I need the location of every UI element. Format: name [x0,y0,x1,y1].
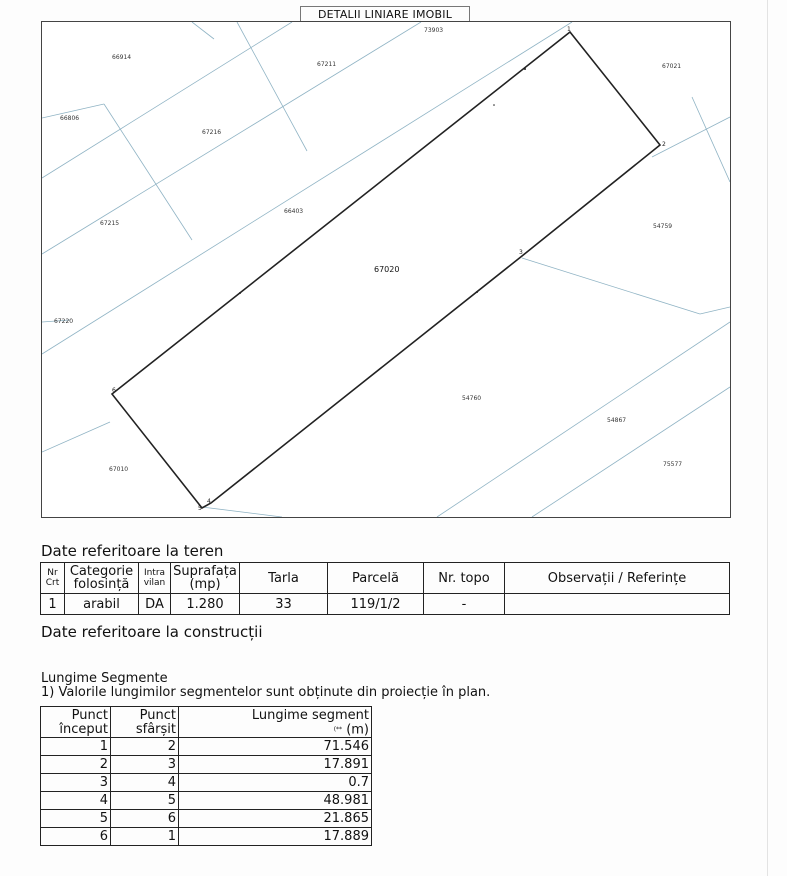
table-row [41,756,372,774]
vertex-label: 5 [198,505,202,512]
cell-length: 0.7 [179,774,372,792]
boundary-line [652,117,730,157]
vertex-label: 3 [519,249,523,256]
cell-parcela: 119/1/2 [328,594,424,615]
parcel-label: 67215 [100,220,120,227]
parcel-label: 54867 [607,417,627,424]
cell-topo: - [424,594,505,615]
teren-section-title: Date referitoare la teren [41,542,224,560]
cell-observatii [505,594,730,615]
boundary-line [522,258,700,314]
cell-end: 2 [111,738,179,756]
header-categorie: Categorie folosință [65,563,139,594]
parcel-label: 73903 [424,27,444,34]
table-row [41,738,372,756]
page-margin-line [767,0,768,876]
cell-intravilan: DA [139,594,171,615]
boundary-line [42,22,421,254]
parcel-label: 66403 [284,208,304,215]
header-nr-topo: Nr. topo [424,563,505,594]
cell-length: 71.546 [179,738,372,756]
vertex-label: 4 [207,498,211,505]
parcel-label: 75577 [663,461,683,468]
table-row [41,792,372,810]
header-parcela: Parcelă [328,563,424,594]
parcel-label: 67216 [202,129,222,136]
cell-end: 5 [111,792,179,810]
parcel-label: 67010 [109,466,129,473]
boundary-line [532,387,730,517]
cell-nr: 1 [41,594,65,615]
main-parcel-label: 67020 [374,265,400,274]
tick-mark [239,292,241,294]
table-row [41,810,372,828]
table-row [41,828,372,846]
cadastral-plan [41,21,731,518]
vertex-label: 2 [662,141,666,148]
parcel-label: 66806 [60,115,80,122]
cell-tarla: 33 [240,594,328,615]
teren-header-row [41,563,730,594]
boundary-line [42,22,572,354]
cell-start: 4 [41,792,111,810]
cell-start: 1 [41,738,111,756]
boundary-line [202,507,282,517]
parcel-label: 67211 [317,61,337,68]
cell-start: 6 [41,828,111,846]
header-nr-crt: Nr Crt [41,563,65,594]
header-lungime: Lungime segment (** (m) [179,707,372,738]
cell-start: 3 [41,774,111,792]
header-observatii: Observații / Referințe [505,563,730,594]
header-punct-sfarsit: Punct sfârșit [111,707,179,738]
boundary-line [700,307,730,314]
vertex-label: 1 [567,26,571,33]
parcel-label: 67220 [54,318,74,325]
boundary-line [237,22,307,151]
segmente-body [41,738,372,846]
cell-length: 21.865 [179,810,372,828]
cell-start: 5 [41,810,111,828]
boundary-line [437,322,730,517]
cell-end: 3 [111,756,179,774]
plan-drawing [42,22,730,517]
parcel-label: 66914 [112,54,132,61]
parcel-label: 54760 [462,395,482,402]
boundary-line [692,97,730,182]
segmente-header-row [41,707,372,738]
teren-table [40,562,730,615]
cell-end: 4 [111,774,179,792]
teren-data-row [41,594,730,615]
cell-suprafata: 1.280 [171,594,240,615]
boundary-line [42,22,292,178]
cell-length: 17.889 [179,828,372,846]
constructii-section-title: Date referitoare la construcții [41,623,263,641]
boundary-line [42,422,110,452]
header-punct-inceput: Punct început [41,707,111,738]
table-row [41,774,372,792]
tick-mark [524,68,526,70]
parcel-label: 54759 [653,223,673,230]
segmente-table [40,706,372,846]
tick-mark [493,104,495,106]
vertex-label: 6 [112,387,116,394]
header-intravilan: Intra vilan [139,563,171,594]
header-suprafata: Suprafața (mp) [171,563,240,594]
cell-categorie: arabil [65,594,139,615]
cell-end: 1 [111,828,179,846]
cell-length: 48.981 [179,792,372,810]
cell-start: 2 [41,756,111,774]
tick-mark [476,291,478,293]
parcel-label: 67021 [662,63,682,70]
plan-title: DETALII LINIARE IMOBIL [300,6,470,21]
segmente-note: 1) Valorile lungimilor segmentelor sunt obținute din proiecție în plan. [41,685,491,700]
cell-end: 6 [111,810,179,828]
header-tarla: Tarla [240,563,328,594]
segmente-title: Lungime Segmente [41,671,168,686]
boundary-line [192,22,214,39]
cell-length: 17.891 [179,756,372,774]
